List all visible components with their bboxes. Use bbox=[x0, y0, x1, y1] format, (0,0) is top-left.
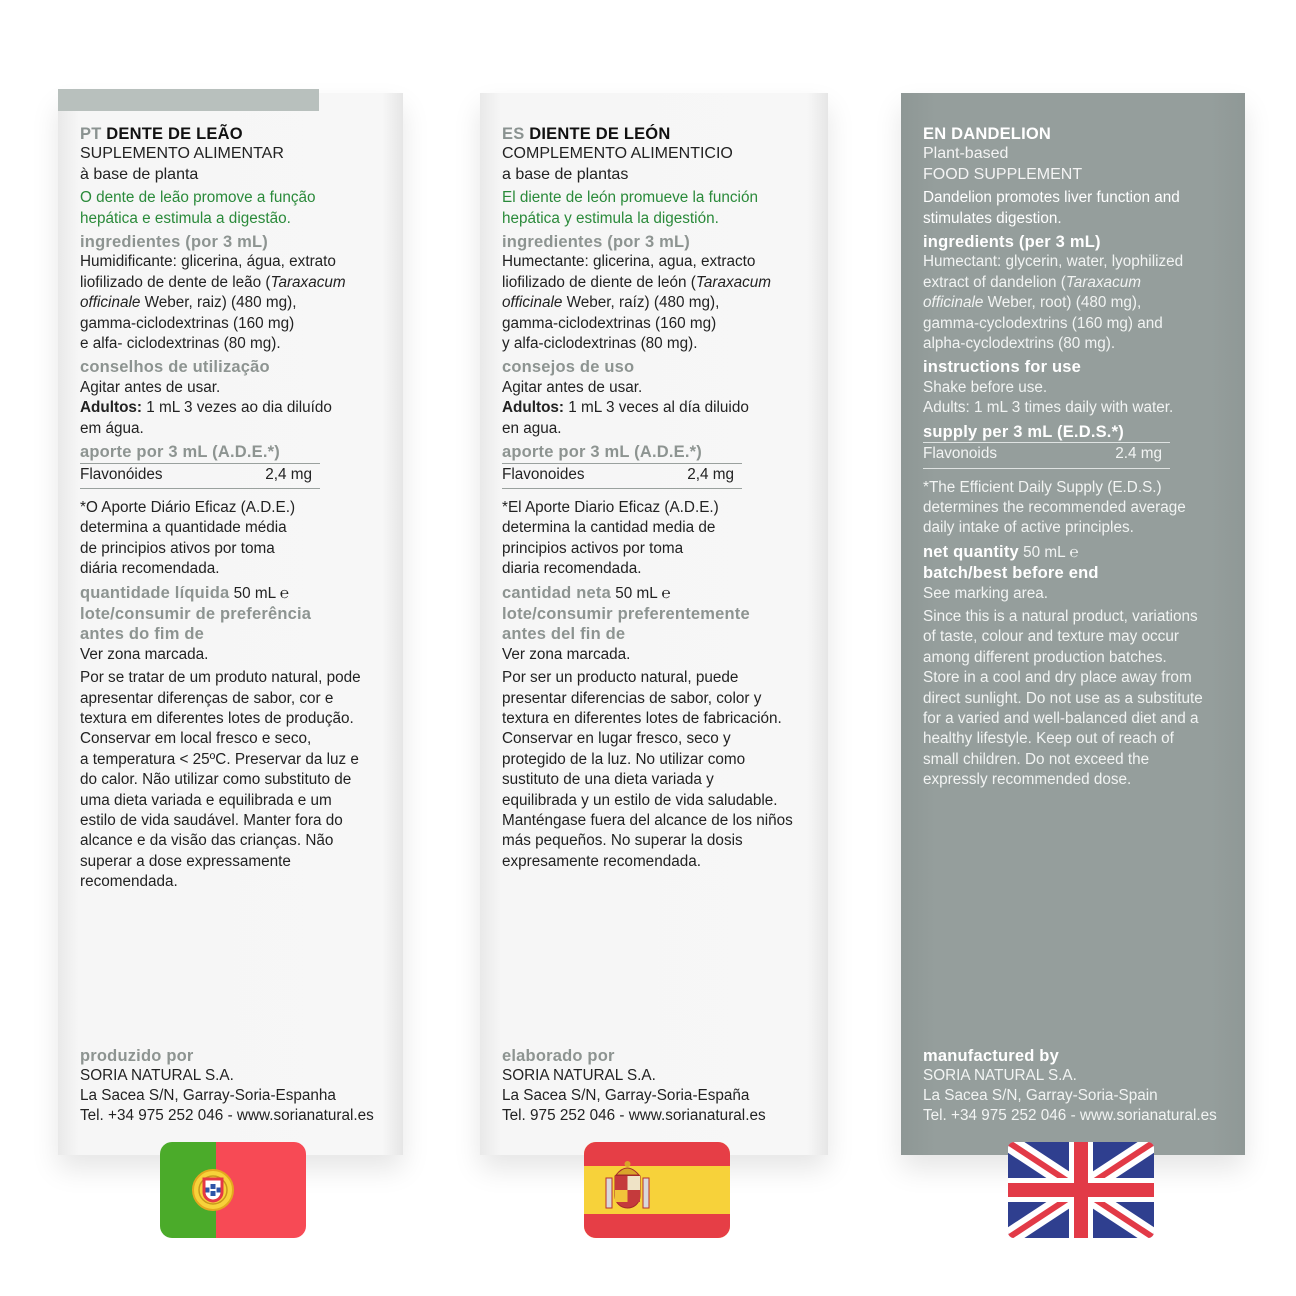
product-subtitle: SUPLEMENTO ALIMENTAR bbox=[80, 145, 284, 163]
flavonoids-row: Flavonóides 2,4 mg bbox=[80, 463, 320, 489]
usage-line: Shake before use. bbox=[923, 378, 1048, 396]
usage-line: Agitar antes de usar. bbox=[502, 378, 643, 396]
manufacturer-block bbox=[923, 1046, 1217, 1126]
manufacturer-block bbox=[80, 1046, 374, 1126]
manufacturer-address: La Sacea S/N, Garray-Soria-España bbox=[502, 1087, 750, 1104]
warning-line: a temperatura < 25ºC. Preservar da luz e bbox=[80, 750, 359, 768]
product-subtitle-2: a base de plantas bbox=[502, 165, 629, 183]
supply-heading: aporte por 3 mL (A.D.E.*) bbox=[502, 443, 702, 462]
ingredients-line: Humectante: glicerina, agua, extracto bbox=[502, 253, 756, 271]
portugal-flag-icon bbox=[160, 1142, 306, 1238]
supply-heading: aporte por 3 mL (A.D.E.*) bbox=[80, 443, 280, 462]
note-line: determina a quantidade média bbox=[80, 519, 287, 537]
usage-line: Adultos: 1 mL 3 veces al día diluido bbox=[502, 399, 749, 417]
warning-line: Conservar en lugar fresco, seco y bbox=[502, 730, 731, 748]
ingredients-line: alpha-cyclodextrins (80 mg). bbox=[923, 335, 1116, 353]
note-line: determines the recommended average bbox=[923, 498, 1186, 516]
ingredients-line: gamma-ciclodextrinas (160 mg) bbox=[502, 314, 717, 332]
note-line: *El Aporte Diario Eficaz (A.D.E.) bbox=[502, 498, 719, 516]
product-title: PT DENTE DE LEÃO bbox=[80, 125, 243, 143]
warning-line: recomendada. bbox=[80, 873, 178, 891]
product-subtitle-2: à base de planta bbox=[80, 165, 199, 183]
product-subtitle-2: FOOD SUPPLEMENT bbox=[923, 165, 1083, 183]
batch-heading-2: antes del fin de bbox=[502, 625, 626, 644]
warning-line: alcance e da visão das crianças. Não bbox=[80, 832, 334, 850]
manufacturer-name: SORIA NATURAL S.A. bbox=[502, 1067, 656, 1084]
warning-line: healthy lifestyle. Keep out of reach of bbox=[923, 730, 1174, 748]
usage-line: Adultos: 1 mL 3 vezes ao dia diluído bbox=[80, 399, 332, 417]
warning-line: Store in a cool and dry place away from bbox=[923, 669, 1192, 687]
ingredients-heading: ingredients (per 3 mL) bbox=[923, 233, 1101, 252]
warning-line: equilibrada y un estilo de vida saludable. bbox=[502, 791, 778, 809]
ingredients-line: Humectant: glycerin, water, lyophilized bbox=[923, 253, 1184, 271]
batch-line: Ver zona marcada. bbox=[80, 645, 209, 663]
manufacturer-address: La Sacea S/N, Garray-Soria-Espanha bbox=[80, 1087, 336, 1104]
claim-line: Dandelion promotes liver function and bbox=[923, 189, 1180, 207]
usage-heading: conselhos de utilização bbox=[80, 358, 270, 377]
warning-text bbox=[80, 668, 361, 892]
warning-line: presentar diferencias de sabor, color y bbox=[502, 689, 762, 707]
net-quantity: net quantity 50 mL ℮ bbox=[923, 542, 1079, 561]
note-line: daily intake of active principles. bbox=[923, 519, 1134, 537]
label-panel-es bbox=[480, 93, 828, 1155]
label-panel-en bbox=[901, 93, 1245, 1155]
batch-line: Ver zona marcada. bbox=[502, 645, 631, 663]
claim-line: stimulates digestion. bbox=[923, 209, 1062, 227]
manufacturer-name: SORIA NATURAL S.A. bbox=[80, 1067, 234, 1084]
ingredients-line: liofilizado de diente de león (Taraxacum bbox=[502, 273, 772, 291]
label-content bbox=[923, 124, 1203, 791]
product-title: ES DIENTE DE LEÓN bbox=[502, 125, 671, 143]
ingredients-line: officinale Weber, raiz) (480 mg), bbox=[80, 294, 297, 312]
manufacturer-heading: produzido por bbox=[80, 1047, 194, 1065]
batch-heading: lote/consumir de preferência bbox=[80, 604, 312, 623]
warning-line: Por ser un producto natural, puede bbox=[502, 669, 739, 687]
ingredients-line: gamma-ciclodextrinas (160 mg) bbox=[80, 314, 295, 332]
warning-line: expressly recommended dose. bbox=[923, 771, 1132, 789]
manufacturer-heading: elaborado por bbox=[502, 1047, 615, 1065]
warning-line: uma dieta variada e equilibrada e um bbox=[80, 791, 332, 809]
note-line: *O Aporte Diário Eficaz (A.D.E.) bbox=[80, 498, 296, 516]
note-line: principios activos por toma bbox=[502, 539, 684, 557]
ingredients-line: y alfa-ciclodextrinas (80 mg). bbox=[502, 335, 698, 353]
warning-line: do calor. Não utilizar como substituto de bbox=[80, 771, 352, 789]
batch-heading: lote/consumir preferentemente bbox=[502, 604, 750, 623]
usage-line: Agitar antes de usar. bbox=[80, 378, 221, 396]
usage-line: Adults: 1 mL 3 times daily with water. bbox=[923, 399, 1174, 417]
claim-line: El diente de león promueve la función bbox=[502, 189, 758, 207]
warning-line: of taste, colour and texture may occur bbox=[923, 628, 1179, 646]
claim-line: hepática e estimula a digestão. bbox=[80, 209, 291, 227]
net-quantity: cantidad neta 50 mL ℮ bbox=[502, 583, 671, 602]
flavonoids-row: Flavonoides 2,4 mg bbox=[502, 463, 742, 489]
uk-flag-icon bbox=[1008, 1142, 1154, 1238]
warning-line: apresentar diferenças de sabor, cor e bbox=[80, 689, 334, 707]
warning-line: for a varied and well-balanced diet and a bbox=[923, 709, 1199, 727]
batch-heading-2: antes do fim de bbox=[80, 625, 205, 644]
ingredients-heading: ingredientes (por 3 mL) bbox=[502, 233, 690, 252]
ingredients-line: officinale Weber, root) (480 mg), bbox=[923, 294, 1142, 312]
warning-line: estilo de vida saudável. Manter fora do bbox=[80, 812, 343, 829]
net-quantity: quantidade líquida 50 mL ℮ bbox=[80, 583, 289, 602]
manufacturer-address: La Sacea S/N, Garray-Soria-Spain bbox=[923, 1087, 1158, 1104]
flavonoids-row: Flavonoids 2.4 mg bbox=[923, 442, 1170, 468]
warning-line: Por se tratar de um produto natural, pode bbox=[80, 669, 361, 687]
ingredients-line: Humidificante: glicerina, água, extrato bbox=[80, 253, 336, 271]
ingredients-line: e alfa- ciclodextrinas (80 mg). bbox=[80, 335, 281, 353]
warning-line: textura em diferentes lotes de produção. bbox=[80, 709, 354, 727]
note-line: determina la cantidad media de bbox=[502, 519, 716, 537]
product-title: EN DANDELION bbox=[923, 125, 1052, 143]
batch-heading: batch/best before end bbox=[923, 564, 1099, 583]
warning-line: small children. Do not exceed the bbox=[923, 750, 1150, 768]
manufacturer-contact: Tel. 975 252 046 - www.sorianatural.es bbox=[502, 1107, 766, 1124]
batch-line: See marking area. bbox=[923, 584, 1048, 602]
supply-heading: supply per 3 mL (E.D.S.*) bbox=[923, 422, 1124, 441]
warning-line: textura en diferentes lotes de fabricación. bbox=[502, 709, 782, 727]
ingredients-line: liofilizado de dente de leão (Taraxacum bbox=[80, 273, 346, 291]
label-content bbox=[80, 124, 361, 893]
note-line: *The Efficient Daily Supply (E.D.S.) bbox=[923, 478, 1162, 496]
usage-line: em água. bbox=[80, 419, 144, 437]
ingredients-line: extract of dandelion (Taraxacum bbox=[923, 273, 1141, 291]
note-line: diaria recomendada. bbox=[502, 560, 642, 578]
top-bar bbox=[58, 89, 319, 111]
manufacturer-name: SORIA NATURAL S.A. bbox=[923, 1067, 1077, 1084]
claim-line: hepática y estimula la digestión. bbox=[502, 209, 719, 227]
label-panel-pt bbox=[58, 93, 403, 1155]
warning-line: direct sunlight. Do not use as a substitute bbox=[923, 689, 1203, 707]
warning-line: protegido de la luz. No utilizar como bbox=[502, 750, 746, 768]
usage-line: en agua. bbox=[502, 419, 562, 437]
manufacturer-block bbox=[502, 1046, 766, 1126]
label-content bbox=[502, 124, 793, 872]
ingredients-line: officinale Weber, raíz) (480 mg), bbox=[502, 294, 720, 312]
note-line: diária recomendada. bbox=[80, 560, 220, 578]
warning-line: Manténgase fuera del alcance de los niños bbox=[502, 812, 793, 829]
claim-line: O dente de leão promove a função bbox=[80, 189, 316, 207]
manufacturer-contact: Tel. +34 975 252 046 - www.sorianatural.es bbox=[923, 1107, 1217, 1124]
usage-heading: consejos de uso bbox=[502, 358, 635, 377]
warning-text bbox=[502, 668, 793, 872]
product-subtitle: Plant-based bbox=[923, 145, 1009, 163]
spain-flag-icon bbox=[584, 1142, 730, 1238]
warning-line: superar a dose expressamente bbox=[80, 852, 291, 870]
warning-line: más pequeños. No superar la dosis bbox=[502, 832, 743, 850]
ingredients-heading: ingredientes (por 3 mL) bbox=[80, 233, 268, 252]
warning-text bbox=[923, 607, 1203, 791]
product-subtitle: COMPLEMENTO ALIMENTICIO bbox=[502, 145, 733, 163]
ingredients-line: gamma-cyclodextrins (160 mg) and bbox=[923, 314, 1163, 332]
warning-line: Conservar em local fresco e seco, bbox=[80, 730, 312, 748]
warning-line: Since this is a natural product, variations bbox=[923, 607, 1198, 625]
usage-heading: instructions for use bbox=[923, 358, 1082, 377]
note-line: de principios ativos por toma bbox=[80, 539, 275, 557]
manufacturer-heading: manufactured by bbox=[923, 1047, 1059, 1065]
warning-line: expresamente recomendada. bbox=[502, 852, 701, 870]
warning-line: among different production batches. bbox=[923, 648, 1167, 666]
warning-line: sustituto de una dieta variada y bbox=[502, 771, 714, 789]
manufacturer-contact: Tel. +34 975 252 046 - www.sorianatural.es bbox=[80, 1107, 374, 1124]
